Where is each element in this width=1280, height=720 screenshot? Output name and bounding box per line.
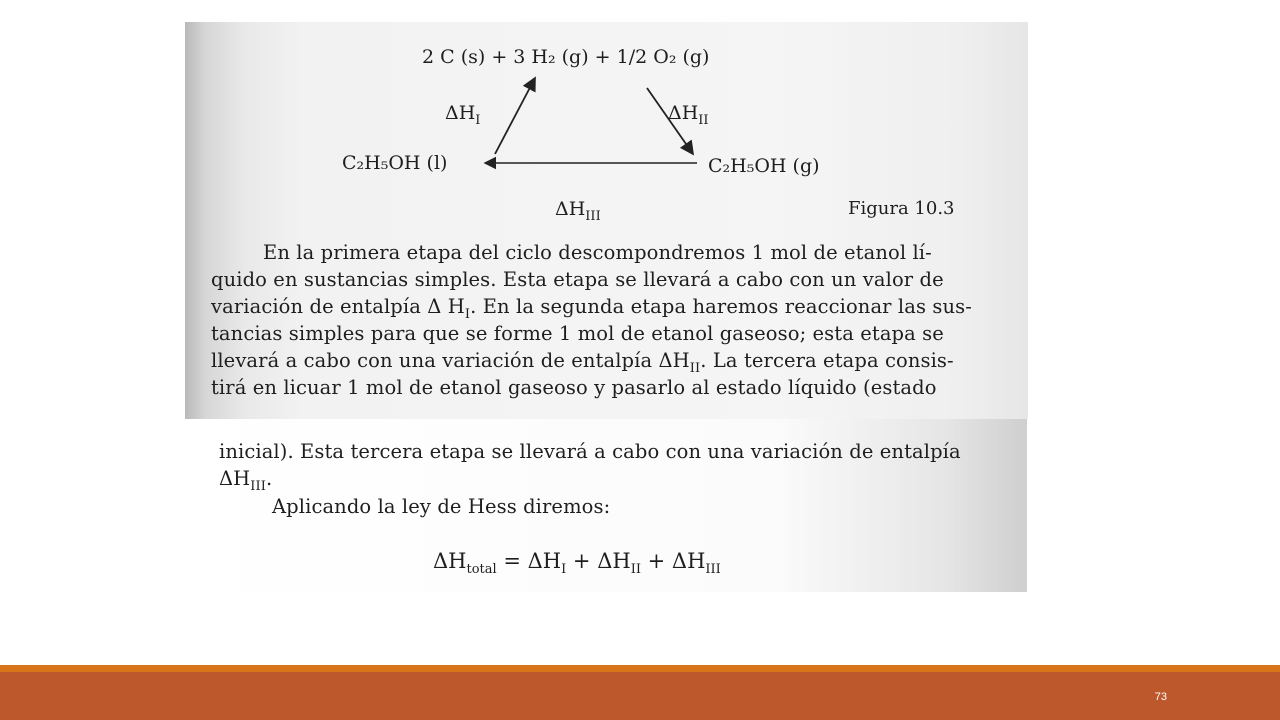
bottom-line2-subscript: III xyxy=(250,478,267,494)
eq-term-1: ΔH xyxy=(527,549,562,573)
delta-h-i-label xyxy=(445,102,480,128)
footer-accent-line xyxy=(0,665,1280,672)
eq-lhs-subscript: total xyxy=(466,562,497,578)
delta-h-iii-symbol: ΔH xyxy=(555,198,586,220)
delta-h-ii-subscript: II xyxy=(698,112,709,128)
line5-text-a: llevará a cabo con una variación de entalpía ΔH xyxy=(211,349,690,372)
scanned-page-bottom xyxy=(185,419,1027,592)
eq-term-1-subscript: I xyxy=(561,562,567,578)
eq-term-3: ΔH xyxy=(671,549,706,573)
bottom-line2-symbol: ΔH xyxy=(219,467,251,490)
delta-h-ii-symbol: ΔH xyxy=(668,102,699,124)
line3-text-b: . En la segunda etapa haremos reaccionar las sus- xyxy=(470,295,972,318)
paragraph-top-line-1: En la primera etapa del ciclo descompondremos 1 mol de etanol lí- xyxy=(263,241,932,264)
eq-term-3-subscript: III xyxy=(705,562,721,578)
figure-caption: Figura 10.3 xyxy=(848,198,955,219)
eq-equals: = xyxy=(496,549,528,573)
right-species: C₂H₅OH (g) xyxy=(708,155,820,177)
paragraph-bottom-line-2 xyxy=(219,465,272,500)
line3-text-a: variación de entalpía Δ H xyxy=(211,295,465,318)
delta-h-i-subscript: I xyxy=(475,112,481,128)
line5-subscript: II xyxy=(689,360,701,376)
slide-number: 73 xyxy=(1154,691,1167,703)
delta-h-i-symbol: ΔH xyxy=(445,102,476,124)
paragraph-bottom-line-1: inicial). Esta tercera etapa se llevará a cabo con una variación de entalpía xyxy=(219,440,961,463)
eq-plus-2: + xyxy=(640,549,672,573)
bottom-line2-period: . xyxy=(266,467,273,490)
eq-term-2-subscript: II xyxy=(630,562,641,578)
paragraph-top-line-4: tancias simples para que se forme 1 mol de etanol gaseoso; esta etapa se xyxy=(211,322,944,345)
paragraph-bottom-line-3: Aplicando la ley de Hess diremos: xyxy=(272,495,611,518)
eq-term-2: ΔH xyxy=(597,549,631,573)
arrow-delta-i xyxy=(495,78,535,154)
eq-plus-1: + xyxy=(566,549,598,573)
footer-bar xyxy=(0,672,1280,720)
delta-h-ii-label xyxy=(668,102,709,128)
paragraph-top-line-2: quido en sustancias simples. Esta etapa se llevará a cabo con un valor de xyxy=(211,268,944,291)
delta-h-iii-label xyxy=(555,198,601,224)
line5-text-b: . La tercera etapa consis- xyxy=(700,349,954,372)
hess-equation xyxy=(433,549,721,577)
top-species: 2 C (s) + 3 H₂ (g) + 1/2 O₂ (g) xyxy=(422,46,710,68)
delta-h-iii-subscript: III xyxy=(585,208,601,224)
scanned-page-top xyxy=(185,22,1028,419)
left-species: C₂H₅OH (l) xyxy=(342,152,448,174)
eq-lhs: ΔH xyxy=(433,549,467,573)
line3-subscript: I xyxy=(464,306,471,322)
paragraph-top-line-6: tirá en licuar 1 mol de etanol gaseoso y pasarlo al estado líquido (estado xyxy=(211,376,937,399)
